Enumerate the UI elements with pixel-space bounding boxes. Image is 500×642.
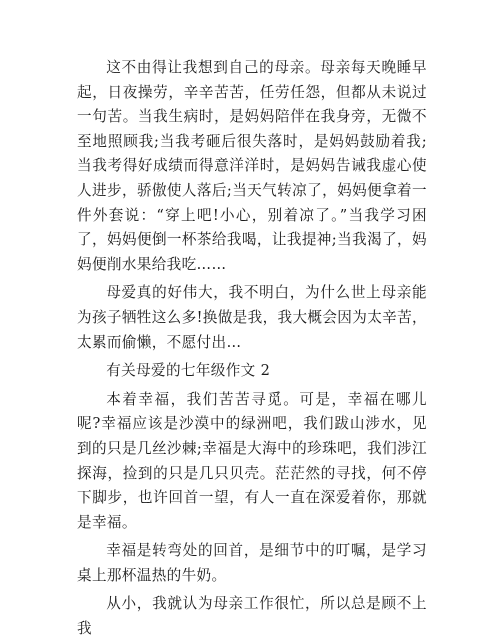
paragraph-mother-love-great: 母爱真的好伟大，我不明白，为什么世上母亲能为孩子牺牲这么多!换做是我，我大概会因为太辛苦，太累而偷懒，不愿付出… — [77, 284, 427, 351]
section-title: 有关母爱的七年级作文 2 — [106, 362, 271, 380]
paragraph-seeking-happiness: 本着幸福，我们苦苦寻觅。可是，幸福在哪儿呢?幸福应该是沙漠中的绿洲吧，我们跋山涉水，见到的只是几丝沙棘;幸福是大海中的珍珠吧，我们涉江探海，捡到的只是几只贝壳。茫茫然的寻找，何不停下脚步，也许回首一望，有人一直在深爱着你，那就是幸福。 — [77, 390, 427, 531]
article-body — [77, 56, 427, 642]
paragraph-mother-memories: 这不由得让我想到自己的母亲。母亲每天晚睡早起，日夜操劳，辛辛苦苦，任劳任怨，但都从未说过一句苦。当我生病时，是妈妈陪伴在我身旁，无微不至地照顾我;当我考砸后很失落时，是妈妈鼓励着我;当我考得好成绩而得意洋洋时，是妈妈告诫我虚心使人进步，骄傲使人落后;当天气转凉了，妈妈便拿着一件外套说：“穿上吧!小心，别着凉了。”当我学习困了，妈妈便倒一杯茶给我喝，让我提神;当我渴了，妈妈便削水果给我吃…… — [77, 59, 427, 273]
paragraph-happiness-is: 幸福是转弯处的回首，是细节中的叮嘱，是学习桌上那杯温热的牛奶。 — [77, 542, 427, 584]
paragraph-childhood-cut-off: 从小，我就认为母亲工作很忙，所以总是顾不上我 — [77, 595, 427, 638]
